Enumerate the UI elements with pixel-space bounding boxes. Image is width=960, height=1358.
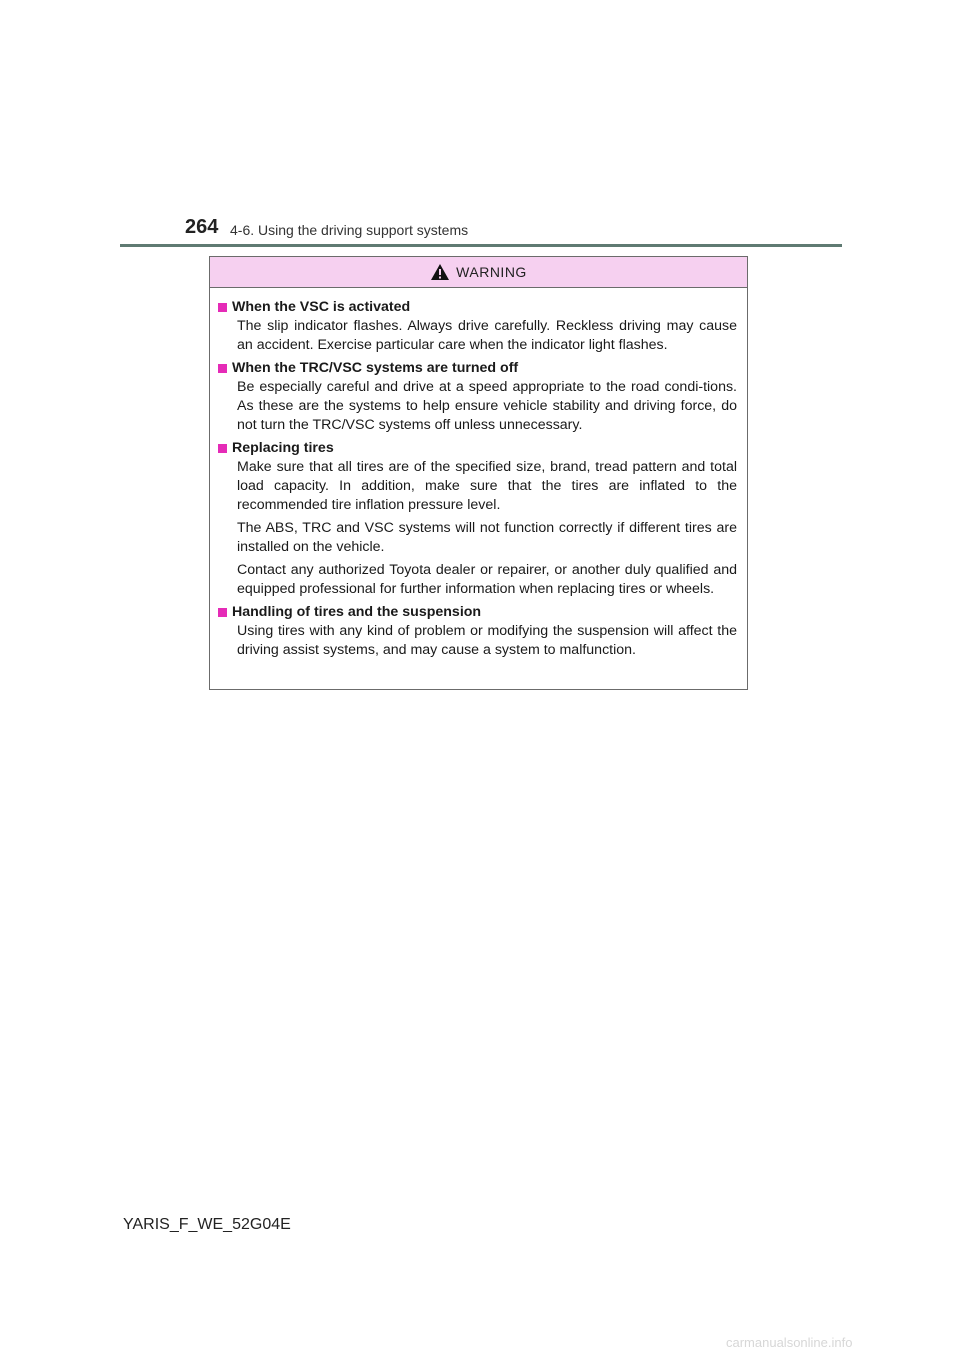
warning-item [218,298,737,355]
item-heading: When the TRC/VSC systems are turned off [232,360,519,376]
warning-item [218,359,737,435]
document-code: YARIS_F_WE_52G04E [123,1216,291,1233]
item-heading: Replacing tires [232,440,334,456]
warning-box [209,256,748,690]
square-bullet-icon [218,303,227,312]
warning-item [218,603,737,660]
item-paragraph: Using tires with any kind of problem or modifying the suspension will affect the driving assist systems, and may cause a system to malfunction. [237,623,737,658]
item-paragraph: Contact any authorized Toyota dealer or repairer, or another duly qualified and equipped professional for further information when replacing tires or wheels. [237,562,737,597]
item-paragraph: The ABS, TRC and VSC systems will not function correctly if different tires are installed on the vehicle. [237,520,737,555]
square-bullet-icon [218,444,227,453]
page-number: 264 [185,216,219,238]
section-title: 4-6. Using the driving support systems [230,222,469,238]
warning-header [210,257,747,288]
warning-triangle-icon [430,263,450,281]
square-bullet-icon [218,364,227,373]
watermark: carmanualsonline.info [726,1335,853,1350]
square-bullet-icon [218,608,227,617]
item-paragraph: The slip indicator flashes. Always drive carefully. Reckless driving may cause an accident. Exercise particular care when the indicator light flashes. [237,318,737,353]
warning-item [218,439,737,599]
item-heading: Handling of tires and the suspension [232,604,482,620]
item-paragraph: Be especially careful and drive at a speed appropriate to the road condi-tions. As these are the systems to help ensure vehicle stability and driving force, do not turn the TRC/VSC systems off unless unnecessary. [237,379,737,433]
warning-label: WARNING [456,264,527,280]
warning-body [210,288,747,660]
item-heading: When the VSC is activated [232,299,411,315]
header-divider [120,244,842,247]
item-paragraph: Make sure that all tires are of the specified size, brand, tread pattern and total load capacity. In addition, make sure that the tires are inflated to the recommended tire inflation pressure level. [237,459,737,513]
